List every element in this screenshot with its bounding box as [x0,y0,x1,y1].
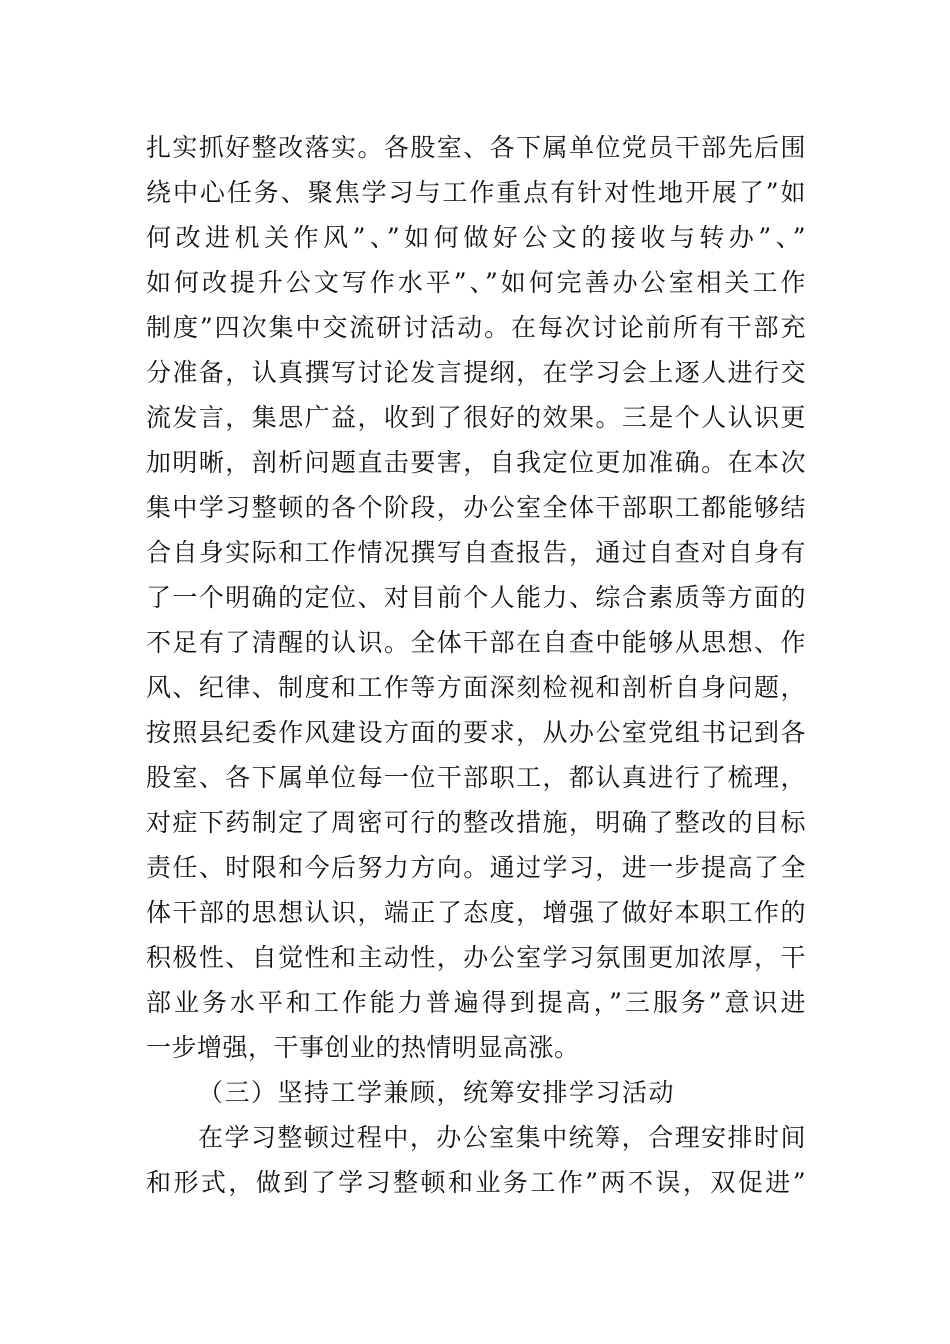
body-text-line: 风、纪律、制度和工作等方面深刻检视和剖析自身问题， [146,673,806,702]
body-text-line: 股室、各下属单位每一位干部职工，都认真进行了梳理， [146,763,806,792]
body-text-line: 部业务水平和工作能力普遍得到提高，”三服务”意识进 [146,988,806,1017]
body-text-line: 和形式，做到了学习整顿和业务工作”两不误，双促进” [146,1168,806,1197]
body-text-line: 制度”四次集中交流研讨活动。在每次讨论前所有干部充 [146,313,806,342]
body-text-line: 合自身实际和工作情况撰写自查报告，通过自查对自身有 [146,538,806,567]
body-text-line: 按照县纪委作风建设方面的要求，从办公室党组书记到各 [146,718,806,747]
body-text-line: 积极性、自觉性和主动性，办公室学习氛围更加浓厚，干 [146,943,806,972]
section-heading: （三）坚持工学兼顾，统筹安排学习活动 [198,1078,676,1107]
body-text-line: 责任、时限和今后努力方向。通过学习，进一步提高了全 [146,853,806,882]
body-text-line: 如何改提升公文写作水平”、”如何完善办公室相关工作 [146,268,806,297]
body-text-line: 分准备，认真撰写讨论发言提纲，在学习会上逐人进行交 [146,358,806,387]
body-text-line: 扎实抓好整改落实。各股室、各下属单位党员干部先后围 [146,133,806,162]
body-text-line: 了一个明确的定位、对目前个人能力、综合素质等方面的 [146,583,806,612]
body-text-line: 在学习整顿过程中，办公室集中统筹，合理安排时间 [198,1123,806,1152]
body-text-line: 绕中心任务、聚焦学习与工作重点有针对性地开展了”如 [146,178,806,207]
body-text-line: 加明晰，剖析问题直击要害，自我定位更加准确。在本次 [146,448,806,477]
body-text-line: 集中学习整顿的各个阶段，办公室全体干部职工都能够结 [146,493,806,522]
body-text-line: 对症下药制定了周密可行的整改措施，明确了整改的目标 [146,808,806,837]
body-text-line: 流发言，集思广益，收到了很好的效果。三是个人认识更 [146,403,806,432]
body-text-line: 体干部的思想认识，端正了态度，增强了做好本职工作的 [146,898,806,927]
body-text-line: 何改进机关作风”、”如何做好公文的接收与转办”、” [146,223,806,252]
body-text-line: 不足有了清醒的认识。全体干部在自查中能够从思想、作 [146,628,806,657]
body-text-line: 一步增强，干事创业的热情明显高涨。 [146,1033,580,1062]
